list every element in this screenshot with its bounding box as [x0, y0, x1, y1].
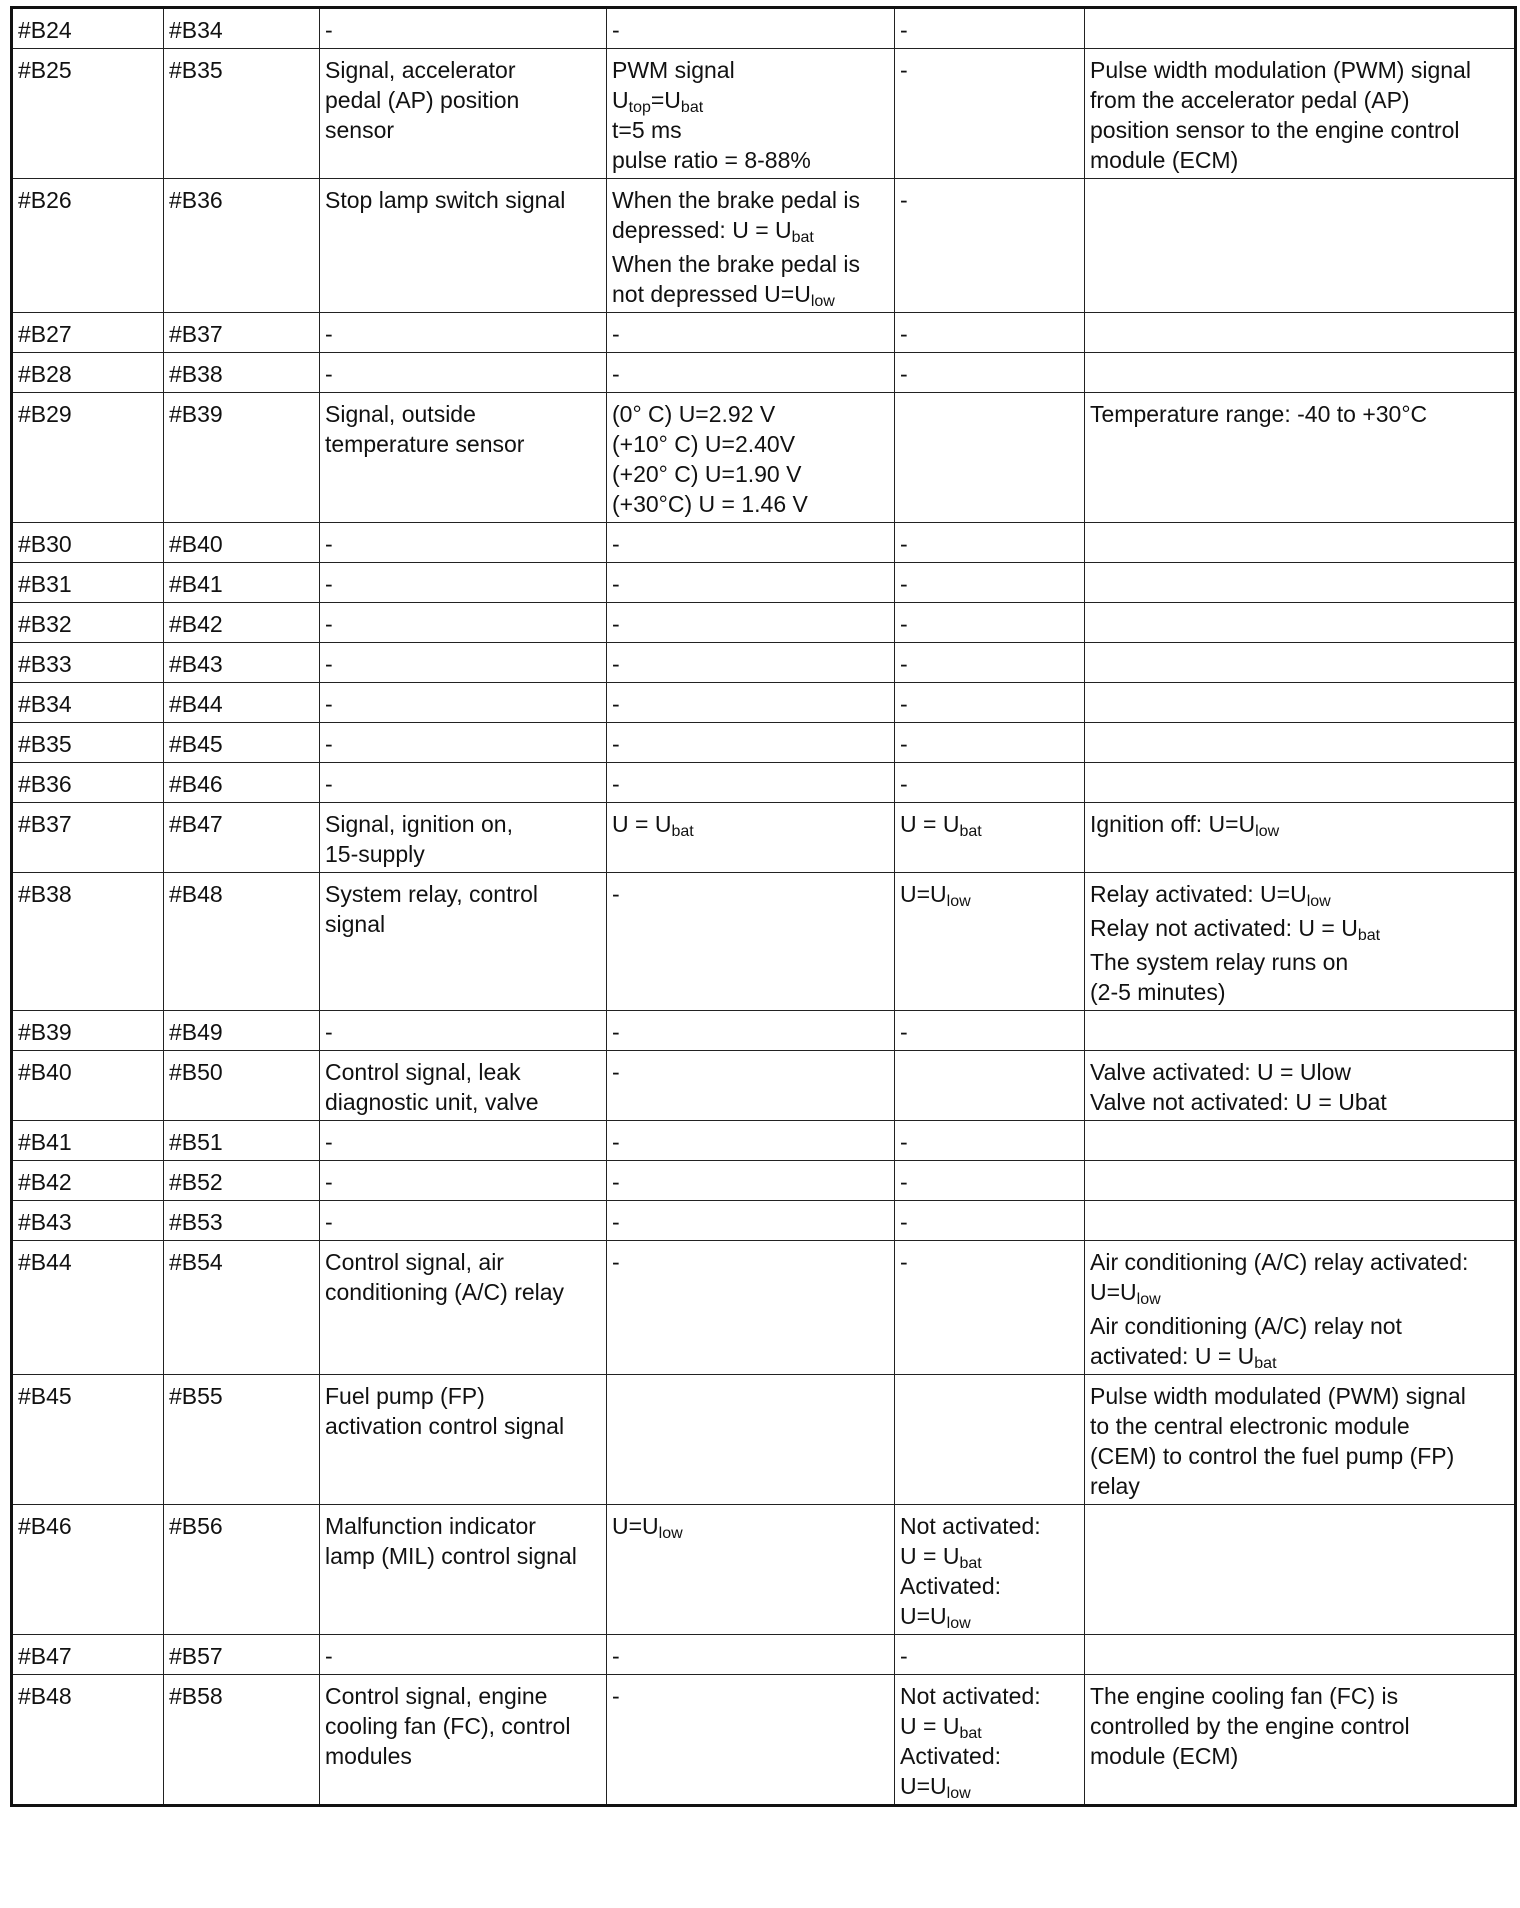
signal-value-cell — [607, 1241, 895, 1375]
measured-value-cell — [895, 313, 1085, 353]
cell-line: - — [325, 651, 333, 677]
measured-value-cell — [895, 1051, 1085, 1121]
measured-value-cell — [895, 643, 1085, 683]
signal-value-cell — [607, 873, 895, 1011]
cell-line: Air conditioning (A/C) relay activated: — [1090, 1249, 1469, 1275]
remark-cell — [1085, 683, 1516, 723]
cell-line: Air conditioning (A/C) relay not — [1090, 1313, 1402, 1339]
remark-cell — [1085, 1635, 1516, 1675]
cell-line: - — [325, 1169, 333, 1195]
cell-line: Signal, accelerator — [325, 57, 516, 83]
table-row — [12, 313, 1516, 353]
description-cell — [320, 313, 607, 353]
measured-value-cell — [895, 1161, 1085, 1201]
cell-line: position sensor to the engine control — [1090, 117, 1460, 143]
measured-value-cell — [895, 1201, 1085, 1241]
cell-line: conditioning (A/C) relay — [325, 1279, 565, 1305]
pin-a-cell: #B35 — [12, 723, 164, 763]
remark-cell — [1085, 1051, 1516, 1121]
cell-line: Stop lamp switch signal — [325, 187, 566, 213]
pin-b-cell: #B46 — [164, 763, 320, 803]
description-cell — [320, 1011, 607, 1051]
description-cell — [320, 1635, 607, 1675]
description-cell — [320, 1051, 607, 1121]
pin-a-cell: #B38 — [12, 873, 164, 1011]
pin-b-cell: #B54 — [164, 1241, 320, 1375]
cell-line: (0° C) U=2.92 V — [612, 401, 776, 427]
measured-value-cell — [895, 1375, 1085, 1505]
pin-a-cell: #B40 — [12, 1051, 164, 1121]
pin-b-cell: #B49 — [164, 1011, 320, 1051]
table-row — [12, 1201, 1516, 1241]
description-cell — [320, 1375, 607, 1505]
pin-a-cell: #B30 — [12, 523, 164, 563]
cell-line: When the brake pedal is — [612, 187, 861, 213]
measured-value-cell — [895, 603, 1085, 643]
cell-line: Control signal, leak — [325, 1059, 521, 1085]
cell-line: activated: $U = U_{bat}$ — [1090, 1343, 1277, 1372]
signal-value-cell — [607, 1201, 895, 1241]
cell-line: (+20° C) U=1.90 V — [612, 461, 802, 487]
measured-value-cell — [895, 723, 1085, 763]
cell-line: Relay not activated: $U = U_{bat}$ — [1090, 915, 1381, 944]
cell-line: - — [325, 1209, 333, 1235]
table-row — [12, 1051, 1516, 1121]
cell-line: controlled by the engine control — [1090, 1713, 1410, 1739]
signal-value-cell — [607, 723, 895, 763]
remark-cell — [1085, 49, 1516, 179]
signal-value-cell — [607, 1505, 895, 1635]
pin-table-body — [12, 8, 1516, 1806]
cell-line: 15-supply — [325, 841, 425, 867]
table-row — [12, 179, 1516, 313]
cell-line: Valve activated: U = Ulow — [1090, 1059, 1351, 1085]
remark-cell — [1085, 1201, 1516, 1241]
cell-line: - — [900, 17, 908, 43]
document-page — [10, 6, 1514, 1807]
description-cell — [320, 1121, 607, 1161]
cell-line: - — [325, 1129, 333, 1155]
pin-a-cell: #B41 — [12, 1121, 164, 1161]
signal-value-cell — [607, 179, 895, 313]
cell-line: Malfunction indicator — [325, 1513, 536, 1539]
signal-value-cell — [607, 393, 895, 523]
pin-b-cell: #B43 — [164, 643, 320, 683]
measured-value-cell — [895, 353, 1085, 393]
cell-line: - — [900, 531, 908, 557]
measured-value-cell — [895, 563, 1085, 603]
table-row — [12, 1375, 1516, 1505]
cell-line: activation control signal — [325, 1413, 565, 1439]
cell-line: - — [900, 771, 908, 797]
description-cell — [320, 8, 607, 49]
cell-line: not depressed $U=U_{low}$ — [612, 281, 835, 310]
remark-cell — [1085, 1505, 1516, 1635]
cell-line: to the central electronic module — [1090, 1413, 1410, 1439]
remark-cell — [1085, 1011, 1516, 1051]
cell-line: - — [900, 1129, 908, 1155]
cell-line: relay — [1090, 1473, 1140, 1499]
cell-line: - — [900, 1643, 908, 1669]
cell-line: sensor — [325, 117, 395, 143]
cell-line: - — [612, 1169, 620, 1195]
cell-line: - — [900, 1169, 908, 1195]
cell-line: - — [612, 691, 620, 717]
cell-line: (+10° C) U=2.40V — [612, 431, 796, 457]
cell-line: - — [900, 321, 908, 347]
signal-value-cell — [607, 563, 895, 603]
table-row — [12, 603, 1516, 643]
cell-line: - — [900, 361, 908, 387]
cell-line: - — [325, 321, 333, 347]
signal-value-cell — [607, 1121, 895, 1161]
pin-a-cell: #B36 — [12, 763, 164, 803]
cell-line: - — [900, 1249, 908, 1275]
cell-line: Pulse width modulated (PWM) signal — [1090, 1383, 1466, 1409]
cell-line: When the brake pedal is — [612, 251, 861, 277]
measured-value-cell — [895, 393, 1085, 523]
cell-line: Valve not activated: U = Ubat — [1090, 1089, 1387, 1115]
pin-b-cell: #B57 — [164, 1635, 320, 1675]
table-row — [12, 8, 1516, 49]
remark-cell — [1085, 179, 1516, 313]
cell-line: - — [900, 571, 908, 597]
measured-value-cell — [895, 1505, 1085, 1635]
measured-value-cell — [895, 1241, 1085, 1375]
cell-line: cooling fan (FC), control — [325, 1713, 571, 1739]
cell-line: module (ECM) — [1090, 1743, 1239, 1769]
cell-line: Ignition off: $U=U_{low}$ — [1090, 811, 1280, 840]
cell-line: - — [900, 691, 908, 717]
pin-b-cell: #B47 — [164, 803, 320, 873]
pin-a-cell: #B33 — [12, 643, 164, 683]
cell-line: Activated: — [900, 1573, 1001, 1599]
cell-line: - — [612, 571, 620, 597]
signal-value-cell — [607, 1375, 895, 1505]
pin-b-cell: #B58 — [164, 1675, 320, 1806]
cell-line: - — [612, 731, 620, 757]
cell-line: - — [900, 1019, 908, 1045]
pin-b-cell: #B34 — [164, 8, 320, 49]
signal-value-cell — [607, 49, 895, 179]
cell-line: Relay activated: $U=U_{low}$ — [1090, 881, 1331, 910]
description-cell — [320, 683, 607, 723]
cell-line: $U=U_{low}$ — [900, 1603, 971, 1632]
remark-cell — [1085, 1375, 1516, 1505]
cell-line: - — [612, 611, 620, 637]
pin-b-cell: #B37 — [164, 313, 320, 353]
cell-line: $U = U_{bat}$ — [900, 1713, 982, 1742]
cell-line: - — [612, 1249, 620, 1275]
remark-cell — [1085, 1161, 1516, 1201]
pin-a-cell: #B27 — [12, 313, 164, 353]
cell-line: - — [612, 651, 620, 677]
description-cell — [320, 393, 607, 523]
cell-line: - — [325, 17, 333, 43]
cell-line: $U = U_{bat}$ — [900, 811, 982, 840]
pin-a-cell: #B24 — [12, 8, 164, 49]
cell-line: (+30°C) U = 1.46 V — [612, 491, 808, 517]
signal-value-cell — [607, 763, 895, 803]
cell-line: $U = U_{bat}$ — [900, 1543, 982, 1572]
pin-a-cell: #B45 — [12, 1375, 164, 1505]
cell-line: - — [325, 361, 333, 387]
measured-value-cell — [895, 1121, 1085, 1161]
cell-line: (CEM) to control the fuel pump (FP) — [1090, 1443, 1455, 1469]
table-row — [12, 1121, 1516, 1161]
description-cell — [320, 723, 607, 763]
description-cell — [320, 603, 607, 643]
measured-value-cell — [895, 803, 1085, 873]
pin-a-cell: #B25 — [12, 49, 164, 179]
table-row — [12, 1241, 1516, 1375]
cell-line: - — [900, 651, 908, 677]
cell-line: - — [612, 321, 620, 347]
pin-a-cell: #B39 — [12, 1011, 164, 1051]
remark-cell — [1085, 1675, 1516, 1806]
measured-value-cell — [895, 1011, 1085, 1051]
pin-b-cell: #B48 — [164, 873, 320, 1011]
remark-cell — [1085, 8, 1516, 49]
pin-a-cell: #B43 — [12, 1201, 164, 1241]
description-cell — [320, 763, 607, 803]
cell-line: t=5 ms — [612, 117, 682, 143]
signal-value-cell — [607, 1011, 895, 1051]
cell-line: signal — [325, 911, 386, 937]
cell-line: temperature sensor — [325, 431, 525, 457]
cell-line: The engine cooling fan (FC) is — [1090, 1683, 1399, 1709]
pin-b-cell: #B39 — [164, 393, 320, 523]
table-row — [12, 523, 1516, 563]
remark-cell — [1085, 353, 1516, 393]
measured-value-cell — [895, 8, 1085, 49]
cell-line: pedal (AP) position — [325, 87, 520, 113]
remark-cell — [1085, 643, 1516, 683]
remark-cell — [1085, 1121, 1516, 1161]
remark-cell — [1085, 763, 1516, 803]
pin-a-cell: #B32 — [12, 603, 164, 643]
pin-a-cell: #B47 — [12, 1635, 164, 1675]
remark-cell — [1085, 313, 1516, 353]
cell-line: module (ECM) — [1090, 147, 1239, 173]
cell-line: $U=U_{low}$ — [900, 1773, 971, 1802]
description-cell — [320, 803, 607, 873]
pin-a-cell: #B46 — [12, 1505, 164, 1635]
cell-line: Not activated: — [900, 1683, 1041, 1709]
description-cell — [320, 1161, 607, 1201]
signal-value-cell — [607, 1635, 895, 1675]
table-row — [12, 1505, 1516, 1635]
signal-value-cell — [607, 1675, 895, 1806]
remark-cell — [1085, 563, 1516, 603]
pin-b-cell: #B38 — [164, 353, 320, 393]
table-row — [12, 1675, 1516, 1806]
pin-b-cell: #B44 — [164, 683, 320, 723]
cell-line: - — [900, 57, 908, 83]
cell-line: - — [612, 881, 620, 907]
pin-table — [10, 6, 1517, 1807]
cell-line: - — [612, 1059, 620, 1085]
cell-line: - — [900, 1209, 908, 1235]
pin-a-cell: #B37 — [12, 803, 164, 873]
description-cell — [320, 49, 607, 179]
cell-line: - — [325, 691, 333, 717]
table-row — [12, 873, 1516, 1011]
pin-a-cell: #B42 — [12, 1161, 164, 1201]
measured-value-cell — [895, 49, 1085, 179]
signal-value-cell — [607, 1161, 895, 1201]
pin-a-cell: #B31 — [12, 563, 164, 603]
cell-line: $U=U_{low}$ — [900, 881, 971, 910]
signal-value-cell — [607, 643, 895, 683]
cell-line: from the accelerator pedal (AP) — [1090, 87, 1410, 113]
cell-line: Signal, ignition on, — [325, 811, 513, 837]
cell-line: lamp (MIL) control signal — [325, 1543, 577, 1569]
cell-line: - — [325, 1643, 333, 1669]
cell-line: - — [612, 1209, 620, 1235]
table-row — [12, 393, 1516, 523]
description-cell — [320, 643, 607, 683]
cell-line: Control signal, air — [325, 1249, 504, 1275]
remark-cell — [1085, 803, 1516, 873]
pin-a-cell: #B44 — [12, 1241, 164, 1375]
table-row — [12, 723, 1516, 763]
pin-b-cell: #B55 — [164, 1375, 320, 1505]
signal-value-cell — [607, 313, 895, 353]
description-cell — [320, 523, 607, 563]
cell-line: - — [612, 17, 620, 43]
description-cell — [320, 1241, 607, 1375]
measured-value-cell — [895, 523, 1085, 563]
measured-value-cell — [895, 1675, 1085, 1806]
table-row — [12, 803, 1516, 873]
cell-line: Control signal, engine — [325, 1683, 548, 1709]
description-cell — [320, 1505, 607, 1635]
cell-line: $U_{top}=U_{bat}$ — [612, 87, 704, 116]
pin-a-cell: #B26 — [12, 179, 164, 313]
cell-line: System relay, control — [325, 881, 539, 907]
cell-line: - — [612, 1643, 620, 1669]
description-cell — [320, 1201, 607, 1241]
description-cell — [320, 563, 607, 603]
signal-value-cell — [607, 8, 895, 49]
cell-line: - — [325, 571, 333, 597]
pin-a-cell: #B29 — [12, 393, 164, 523]
cell-line: $U = U_{bat}$ — [612, 811, 694, 840]
cell-line: $U=U_{low}$ — [1090, 1279, 1161, 1308]
cell-line: - — [612, 1019, 620, 1045]
measured-value-cell — [895, 683, 1085, 723]
cell-line: - — [900, 187, 908, 213]
pin-b-cell: #B56 — [164, 1505, 320, 1635]
measured-value-cell — [895, 179, 1085, 313]
table-row — [12, 1161, 1516, 1201]
table-row — [12, 643, 1516, 683]
pin-b-cell: #B42 — [164, 603, 320, 643]
cell-line: Activated: — [900, 1743, 1001, 1769]
cell-line: - — [900, 611, 908, 637]
description-cell — [320, 353, 607, 393]
pin-a-cell: #B48 — [12, 1675, 164, 1806]
table-row — [12, 49, 1516, 179]
remark-cell — [1085, 603, 1516, 643]
cell-line: $U=U_{low}$ — [612, 1513, 683, 1542]
cell-line: - — [325, 531, 333, 557]
cell-line: depressed: $U = U_{bat}$ — [612, 217, 814, 246]
pin-b-cell: #B50 — [164, 1051, 320, 1121]
pin-b-cell: #B35 — [164, 49, 320, 179]
cell-line: - — [612, 1129, 620, 1155]
cell-line: (2-5 minutes) — [1090, 979, 1226, 1005]
signal-value-cell — [607, 683, 895, 723]
cell-line: PWM signal — [612, 57, 735, 83]
description-cell — [320, 873, 607, 1011]
pin-a-cell: #B28 — [12, 353, 164, 393]
measured-value-cell — [895, 1635, 1085, 1675]
signal-value-cell — [607, 523, 895, 563]
description-cell — [320, 179, 607, 313]
pin-b-cell: #B52 — [164, 1161, 320, 1201]
pin-a-cell: #B34 — [12, 683, 164, 723]
cell-line: Pulse width modulation (PWM) signal — [1090, 57, 1471, 83]
measured-value-cell — [895, 763, 1085, 803]
measured-value-cell — [895, 873, 1085, 1011]
pin-b-cell: #B51 — [164, 1121, 320, 1161]
cell-line: modules — [325, 1743, 412, 1769]
remark-cell — [1085, 393, 1516, 523]
pin-b-cell: #B53 — [164, 1201, 320, 1241]
remark-cell — [1085, 1241, 1516, 1375]
remark-cell — [1085, 723, 1516, 763]
cell-line: - — [325, 1019, 333, 1045]
cell-line: - — [900, 731, 908, 757]
signal-value-cell — [607, 603, 895, 643]
cell-line: The system relay runs on — [1090, 949, 1349, 975]
cell-line: - — [612, 361, 620, 387]
signal-value-cell — [607, 1051, 895, 1121]
cell-line: - — [325, 771, 333, 797]
cell-line: pulse ratio = 8-88% — [612, 147, 811, 173]
cell-line: Fuel pump (FP) — [325, 1383, 485, 1409]
cell-line: Signal, outside — [325, 401, 476, 427]
cell-line: Not activated: — [900, 1513, 1041, 1539]
table-row — [12, 353, 1516, 393]
table-row — [12, 1635, 1516, 1675]
remark-cell — [1085, 873, 1516, 1011]
cell-line: diagnostic unit, valve — [325, 1089, 539, 1115]
cell-line: - — [612, 531, 620, 557]
pin-b-cell: #B41 — [164, 563, 320, 603]
cell-line: - — [325, 731, 333, 757]
cell-line: - — [612, 771, 620, 797]
pin-b-cell: #B45 — [164, 723, 320, 763]
description-cell — [320, 1675, 607, 1806]
table-row — [12, 563, 1516, 603]
table-row — [12, 1011, 1516, 1051]
signal-value-cell — [607, 353, 895, 393]
remark-cell — [1085, 523, 1516, 563]
pin-b-cell: #B40 — [164, 523, 320, 563]
cell-line: - — [325, 611, 333, 637]
table-row — [12, 763, 1516, 803]
table-row — [12, 683, 1516, 723]
pin-b-cell: #B36 — [164, 179, 320, 313]
cell-line: - — [612, 1683, 620, 1709]
cell-line: Temperature range: -40 to +30°C — [1090, 401, 1428, 427]
signal-value-cell — [607, 803, 895, 873]
